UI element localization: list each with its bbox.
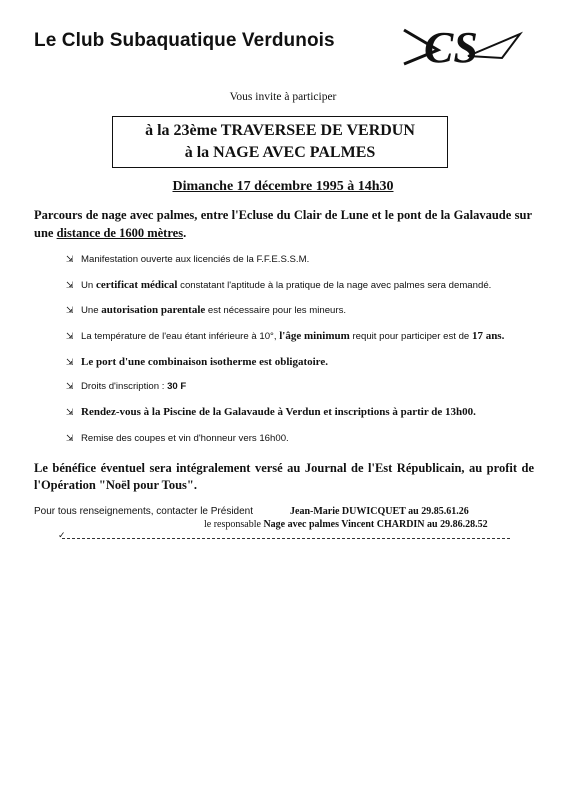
- arrow-bullet-icon: ⇲: [66, 433, 74, 443]
- contact-president: [34, 506, 544, 517]
- club-name: Le Club Subaquatique Verdunois: [34, 30, 335, 51]
- contact-responsible: [204, 519, 544, 530]
- benefit-notice: Le bénéfice éventuel sera intégralement versé au Journal de l'Est Républicain, au profit de l'Opération "Noël pour Tous".: [34, 461, 534, 492]
- course-text-before: Parcours de nage avec palmes, entre l'Ecluse du Clair de Lune et le pont de la Galavaude sur une: [34, 208, 532, 240]
- arrow-bullet-icon: ⇲: [66, 381, 74, 391]
- arrow-bullet-icon: ⇲: [66, 357, 74, 367]
- event-title-box: [112, 116, 448, 168]
- contact-president-name: Jean-Marie DUWICQUET au 29.85.61.26: [290, 506, 469, 517]
- course-description: [34, 206, 532, 242]
- course-distance: distance de 1600 mètres: [56, 226, 184, 240]
- club-logo: [398, 18, 524, 72]
- list-item: ⇲ La température de l'eau étant inférieure à 10°, l'âge minimum requit pour participer est de 17 ans.: [66, 330, 505, 342]
- list-item: ⇲ Droits d'inscription : 30 F: [66, 381, 187, 392]
- contact-responsible-prefix: le responsable: [204, 519, 264, 530]
- contact-responsible-name: Nage avec palmes Vincent CHARDIN au 29.86.28.52: [263, 519, 488, 530]
- list-item: ⇲ Une autorisation parentale est nécessaire pour les mineurs.: [66, 304, 347, 316]
- check-mark-icon: ✓: [58, 531, 66, 541]
- arrow-bullet-icon: ⇲: [66, 305, 74, 315]
- list-item: ⇲ Rendez-vous à la Piscine de la Galavaude à Verdun et inscriptions à partir de 13h00.: [66, 406, 476, 418]
- list-item: ⇲ Le port d'une combinaison isotherme est obligatoire.: [66, 356, 328, 368]
- arrow-bullet-icon: ⇲: [66, 407, 74, 417]
- event-title-line1: à la 23ème TRAVERSEE DE VERDUN: [145, 122, 415, 139]
- cut-line: [62, 538, 510, 539]
- event-date: [0, 179, 566, 195]
- arrow-bullet-icon: ⇲: [66, 254, 74, 264]
- invite-text: Vous invite à participer: [229, 91, 337, 103]
- arrow-bullet-icon: ⇲: [66, 280, 74, 290]
- event-title-line2: à la NAGE AVEC PALMES: [184, 144, 376, 161]
- list-item: ⇲ Manifestation ouverte aux licenciés de la F.F.E.S.S.M.: [66, 254, 310, 265]
- list-item: ⇲ Remise des coupes et vin d'honneur vers 16h00.: [66, 433, 289, 444]
- arrow-bullet-icon: ⇲: [66, 331, 74, 341]
- contact-prefix: Pour tous renseignements, contacter le Président: [34, 506, 254, 517]
- logo-letters: CS: [424, 23, 478, 72]
- list-item: ⇲ Un certificat médical constatant l'aptitude à la pratique de la nage avec palmes sera demandé.: [66, 279, 492, 291]
- event-date-text: Dimanche 17 décembre 1995 à 14h30: [172, 179, 394, 194]
- course-text-after: .: [183, 226, 187, 240]
